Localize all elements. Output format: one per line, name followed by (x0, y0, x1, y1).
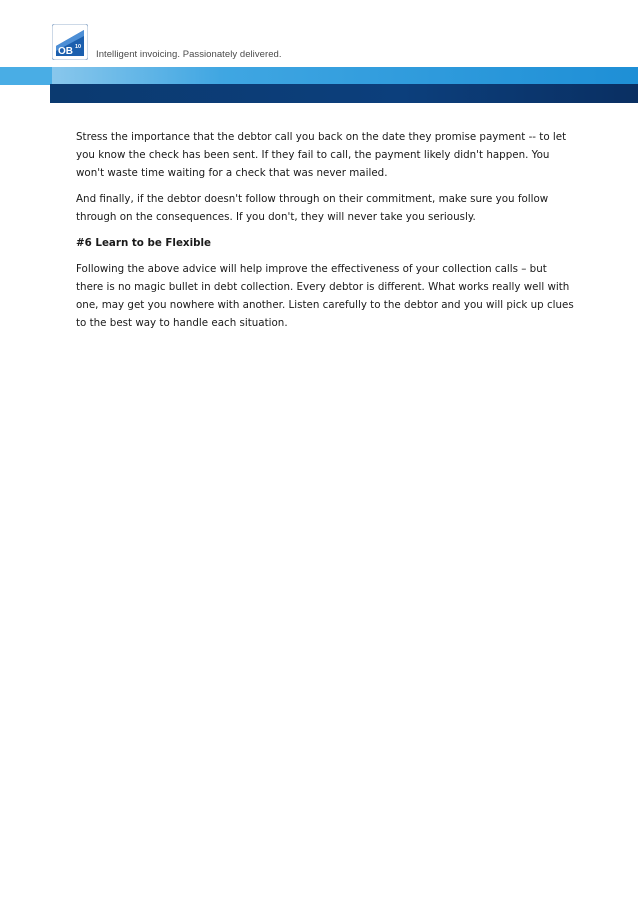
page-header (0, 0, 638, 104)
tagline: Intelligent invoicing. Passionately delivered. (96, 49, 282, 60)
paragraph: Following the above advice will help improve the effectiveness of your collection calls – but there is no magic bullet in debt collection. Every debtor is different. What works really well with one, may get you nowhere with another. Listen carefully to the debtor and you will pick up clues to the best way to handle each situation. (76, 263, 574, 329)
svg-text:10: 10 (75, 44, 82, 50)
ob10-logo (52, 24, 88, 60)
paragraph: Stress the importance that the debtor call you back on the date they promise payment -- to let you know the check has been sent. If they fail to call, the payment likely didn't happen. You won't waste time waiting for a check that was never mailed. (76, 131, 567, 179)
paragraph: And finally, if the debtor doesn't follow through on their commitment, make sure you follow through on the consequences. If you don't, they will never take you seriously. (76, 193, 549, 223)
header-light-band (0, 67, 638, 85)
document-body (76, 128, 576, 340)
header-dark-band (50, 84, 638, 103)
section-heading: #6 Learn to be Flexible (76, 237, 211, 249)
svg-text:OB: OB (58, 46, 73, 57)
header-light-band-left (0, 67, 52, 85)
